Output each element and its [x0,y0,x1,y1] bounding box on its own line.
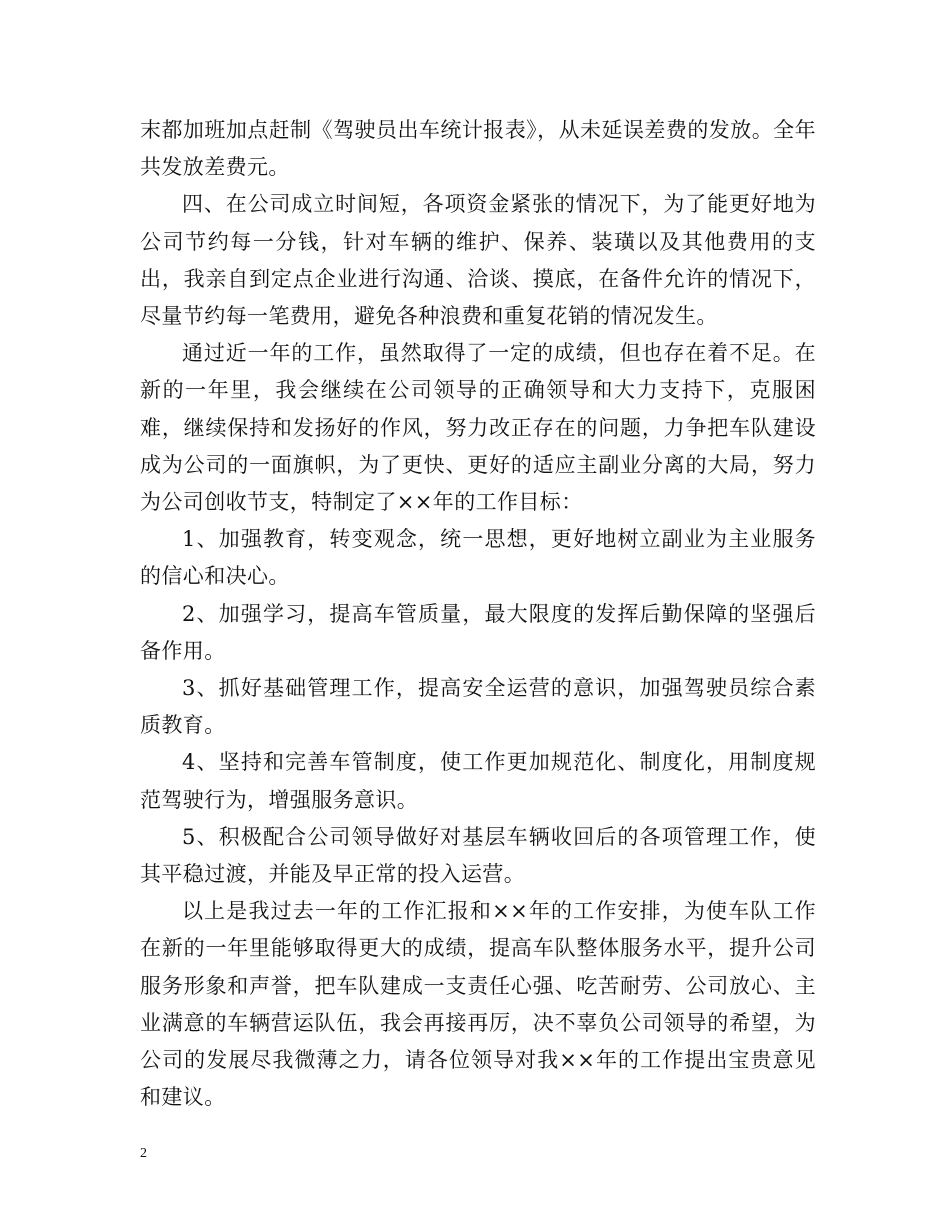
goal-item-1: 1、加强教育，转变观念，统一思想，更好地树立副业为主业服务的信心和决心。 [140,527,816,589]
page-number: 2 [140,1146,147,1161]
goal-item-3: 3、抓好基础管理工作，提高安全运营的意识，加强驾驶员综合素质教育。 [140,676,816,738]
paragraph-2: 四、在公司成立时间短，各项资金紧张的情况下，为了能更好地为公司节约每一分钱，针对车辆的维护、保养、装璜以及其他费用的支出，我亲自到定点企业进行沟通、洽谈、摸底，在备件允许的情况下，尽量节约每一笔费用，避免各种浪费和重复花销的情况发生。 [140,192,816,329]
paragraph-1: 末都加班加点赶制《驾驶员出车统计报表》，从未延误差费的发放。全年共发放差费元。 [140,118,816,180]
goal-item-2: 2、加强学习，提高车管质量，最大限度的发挥后勤保障的坚强后备作用。 [140,601,816,663]
closing-paragraph: 以上是我过去一年的工作汇报和××年的工作安排，为使车队工作在新的一年里能够取得更大的成绩，提高车队整体服务水平，提升公司服务形象和声誉，把车队建成一支责任心强、吃苦耐劳、公司放心、主业满意的车辆营运队伍，我会再接再厉，决不辜负公司领导的希望，为公司的发展尽我微薄之力，请各位领导对我××年的工作提出宝贵意见和建议。 [140,899,816,1110]
goal-item-5: 5、积极配合公司领导做好对基层车辆收回后的各项管理工作，使其平稳过渡，并能及早正常的投入运营。 [140,824,816,887]
goal-item-4: 4、坚持和完善车管制度，使工作更加规范化、制度化，用制度规范驾驶行为，增强服务意识。 [140,750,816,812]
paragraph-3: 通过近一年的工作，虽然取得了一定的成绩，但也存在着不足。在新的一年里，我会继续在公司领导的正确领导和大力支持下，克服困难，继续保持和发扬好的作风，努力改正存在的问题，力争把车队建设成为公司的一面旗帜，为了更快、更好的适应主副业分离的大局，努力为公司创收节支，特制定了××年的工作目标： [140,341,816,515]
document-body [140,112,816,1116]
